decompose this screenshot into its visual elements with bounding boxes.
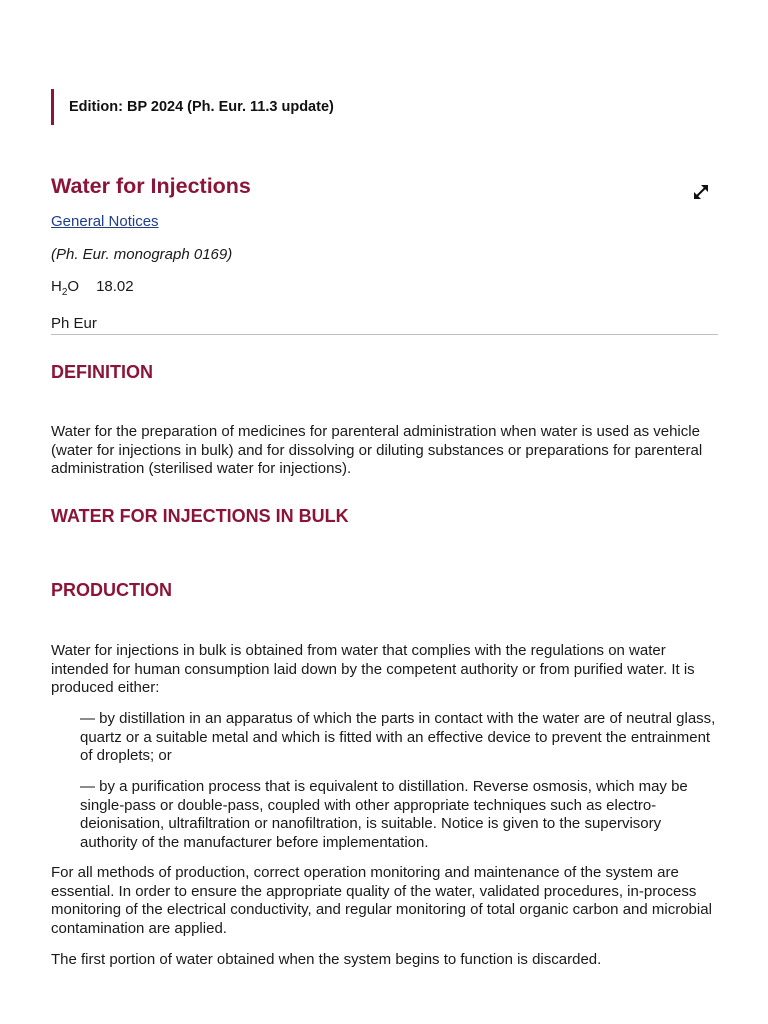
bulk-heading: WATER FOR INJECTIONS IN BULK (51, 506, 349, 526)
list-item: — by a purification process that is equivalent to distillation. Reverse osmosis, which may be single-pass or double-pass, coupled with other appropriate techniques such as electro-deionisation, ultrafiltration or nanofiltration, is suitable. Notice is given to the supervisory authority of the manufacturer before implementation. (80, 778, 688, 851)
production-heading: PRODUCTION (51, 580, 172, 600)
first-portion-text: The first portion of water obtained when the system begins to function is discarded. (51, 951, 602, 968)
edition-label: Edition: BP 2024 (Ph. Eur. 11.3 update) (69, 99, 334, 115)
divider (51, 334, 718, 335)
monitoring-text: For all methods of production, correct operation monitoring and maintenance of the system are essential. In order to ensure the appropriate quality of the water, validated procedures, in-process monitoring of the electrical conductivity, and regular monitoring of total organic carbon and microbial contamination are applied. (51, 864, 712, 937)
ph-eur-label: Ph Eur (51, 315, 97, 332)
general-notices-link[interactable]: General Notices (51, 213, 159, 230)
molecular-weight: 18.02 (96, 278, 134, 295)
page-title: Water for Injections (51, 174, 251, 198)
monograph-reference: (Ph. Eur. monograph 0169) (51, 246, 233, 263)
molecular-formula: H $_2$ O 18.02 (51, 278, 134, 298)
formula-h: H (51, 278, 62, 295)
list-item: — by distillation in an apparatus of which the parts in contact with the water are of neutral glass, quartz or a suitable metal and which is fitted with an effective device to prevent the entrainment of droplets; or (80, 710, 716, 764)
definition-text: Water for the preparation of medicines for parenteral administration when water is used as vehicle (water for injections in bulk) and for dissolving or diluting substances or preparations for parenteral administration (sterilised water for injections). (51, 423, 703, 477)
expand-icon[interactable] (692, 183, 710, 201)
definition-heading: DEFINITION (51, 362, 153, 382)
production-intro: Water for injections in bulk is obtained from water that complies with the regulations on water intended for human consumption laid down by the competent authority or from purified water. It is produced either: (51, 642, 695, 696)
formula-o: O (67, 278, 80, 295)
edition-banner (51, 89, 334, 125)
